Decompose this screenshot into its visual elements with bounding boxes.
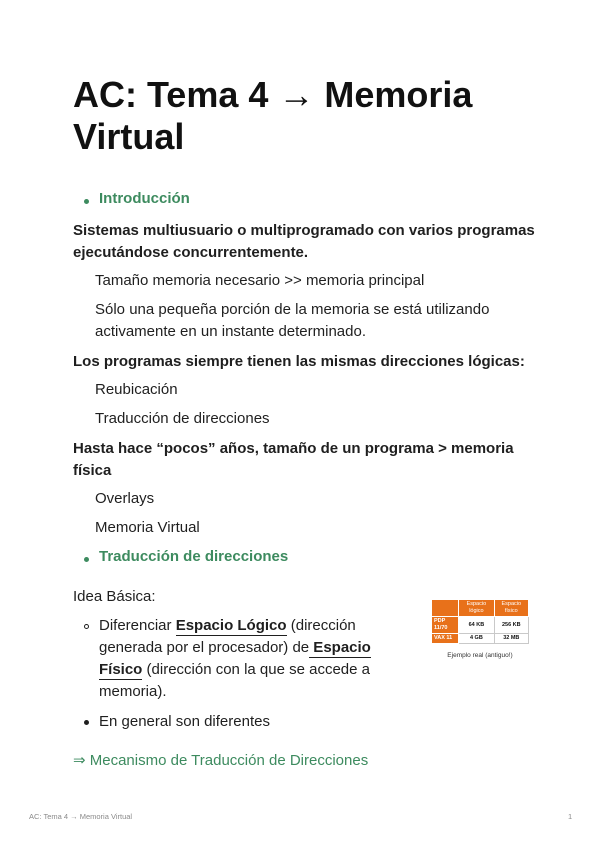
section-heading-introduccion: Introducción [99, 190, 190, 207]
circle-bullet-icon [84, 624, 89, 629]
item-tamano-memoria: Tamaño memoria necesario >> memoria principal [95, 272, 425, 289]
paragraph-multiusuario: Sistemas multiusuario o multiprogramado con varios programas ejecutándose concurrentemente. [73, 222, 535, 261]
link-mecanismo-traduccion[interactable]: ⇒ Mecanismo de Traducción de Direcciones [73, 752, 369, 769]
table-header-cell [432, 600, 459, 617]
item-overlays: Overlays [95, 490, 155, 507]
paragraph-pocos-anos: Hasta hace “pocos” años, tamaño de un programa > memoria física [73, 440, 514, 479]
diferenciar-text: Diferenciar [99, 617, 176, 634]
bullet-icon [84, 557, 89, 562]
page-number: 1 [568, 812, 573, 821]
table-cell: 64 KB [459, 617, 494, 634]
section-heading-traduccion: Traducción de direcciones [99, 548, 289, 565]
table-row [432, 634, 529, 644]
bullet-icon [84, 720, 89, 725]
item-reubicacion: Reubicación [95, 381, 178, 398]
figure-caption: Ejemplo real (antiguo!) [447, 652, 513, 659]
table-header-row [432, 600, 529, 617]
item-en-general: En general son diferentes [99, 713, 270, 730]
item-porcion-memoria: Sólo una pequeña porción de la memoria se está utilizando activamente en un instante determinado. [95, 301, 490, 340]
paragraph-direcciones-logicas: Los programas siempre tienen las mismas direcciones lógicas: [73, 353, 525, 370]
item-traduccion: Traducción de direcciones [95, 410, 270, 427]
bullet-icon [84, 199, 89, 204]
paragraph-diferenciar [99, 615, 394, 703]
espacio-fisico-term: Espacio Físico [99, 639, 371, 678]
table-cell: 256 KB [494, 617, 528, 634]
diferenciar-post-text: (dirección con la que se accede a memoria). [99, 661, 370, 700]
table-row-label: PDP 11/70 [432, 617, 459, 634]
table-cell: 32 MB [494, 634, 528, 644]
footer-title: AC: Tema 4 → Memoria Virtual [29, 812, 133, 821]
table-header-cell: Espacio lógico [459, 600, 494, 617]
table-header-cell: Espacio físico [494, 600, 528, 617]
table-row [432, 617, 529, 634]
example-address-space-table [431, 599, 529, 644]
table-cell: 4 GB [459, 634, 494, 644]
table-row-label: VAX 11 [432, 634, 459, 644]
espacio-logico-term: Espacio Lógico [175, 617, 287, 634]
item-memoria-virtual: Memoria Virtual [95, 519, 200, 536]
idea-basica-label: Idea Básica: [73, 588, 156, 605]
diferenciar-mid-text: (dirección generada por el procesador) de [99, 617, 356, 656]
page-title: AC: Tema 4 → Memoria Virtual [73, 74, 473, 157]
